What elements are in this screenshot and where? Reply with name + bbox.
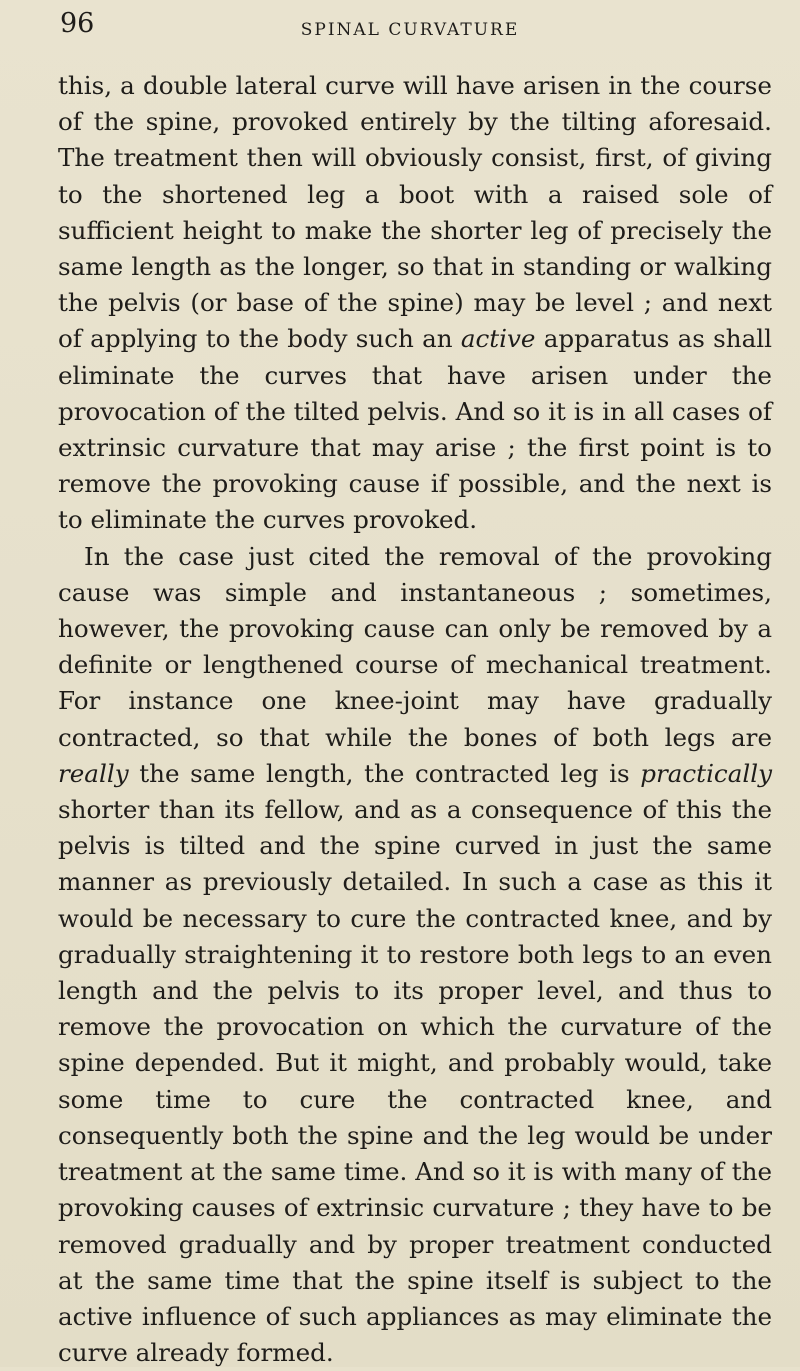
paragraph-2	[58, 539, 772, 1371]
text-run: this, a double lateral curve will have arisen in the course of the spine, provoked entirely by the tilting aforesaid. The treatment then will obviously consist, first, of giving to the shortened leg a boot with a raised sole of sufficient height to make the shorter leg of precisely the same length as the longer, so that in standing or walking the pelvis (or base of the spine) may be level ; and next of applying to the body such an	[58, 71, 772, 354]
text-run: In the case just cited the removal of the provoking cause was simple and instantaneous ; sometimes, however, the provoking cause can only be removed by a definite or lengthened course of mechanical treatment. For instance one knee-joint may have gradually contracted, so that while the bones of both legs are	[58, 541, 772, 752]
page-header	[60, 8, 760, 48]
text-run: the same length, the contracted leg is	[128, 758, 641, 788]
text-run: apparatus as shall eliminate the curves that have arisen under the provocation of the tilted pelvis. And so it is in all cases of extrinsic curvature that may arise ; the first point is to remove the provoking cause if possible, and the next is to eliminate the curves provoked.	[58, 324, 772, 535]
italic-term-active: active	[460, 324, 536, 354]
running-head: SPINAL CURVATURE	[300, 20, 520, 40]
italic-term-really: really	[58, 758, 129, 788]
italic-term-practically: practically	[640, 758, 772, 788]
text-run: shorter than its fellow, and as a consequence of this the pelvis is tilted and the spine curved in just the same manner as previously detailed. In such a case as this it would be necessary to cure the contracted knee, and by gradually straightening it to restore both legs to an even length and the pelvis to its proper level, and thus to remove the provocation on which the curvature of the spine depended. But it might, and probably would, take some time to cure the contracted knee, and consequently both the spine and the leg would be under treatment at the same time. And so it is with many of the provoking causes of extrinsic curvature ; they have to be removed gradually and by proper treatment conducted at the same time that the spine itself is subject to the active influence of such appliances as may eliminate the curve already formed.	[58, 795, 772, 1368]
page-number: 96	[60, 8, 95, 39]
paragraph-1	[58, 68, 772, 539]
body-text	[58, 68, 772, 1371]
